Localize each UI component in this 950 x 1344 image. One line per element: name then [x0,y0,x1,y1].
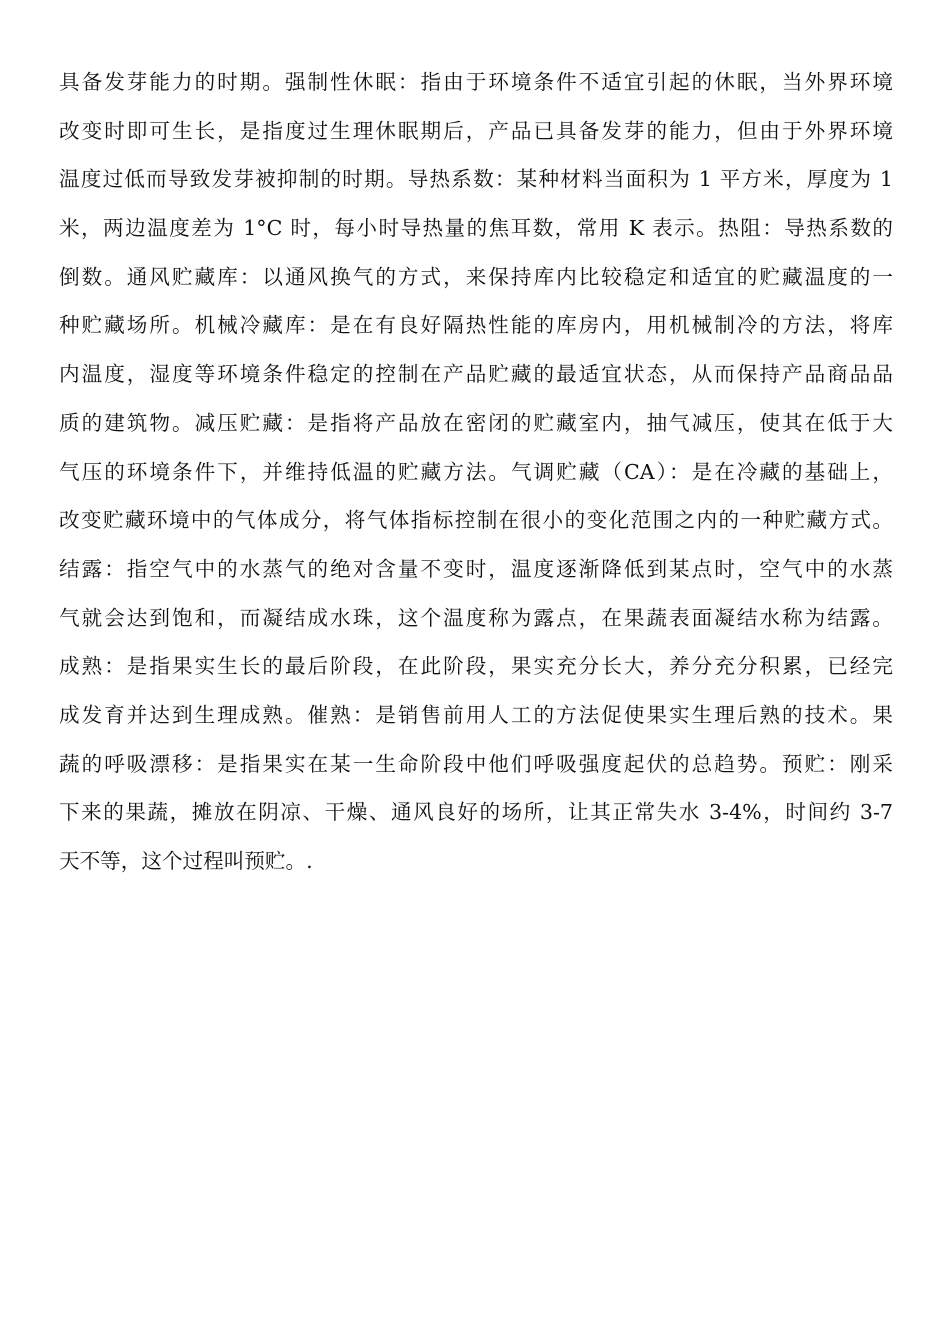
text-line: 改变贮藏环境中的气体成分，将气体指标控制在很小的变化范围之内的一种贮藏方式。 [59,508,893,533]
text-line: 温度过低而导致发芽被抑制的时期。导热系数：某种材料当面积为 1 平方米，厚度为 1 [59,167,893,192]
text-line: 质的建筑物。减压贮藏：是指将产品放在密闭的贮藏室内，抽气减压，使其在低于大 [59,410,893,435]
text-line: 蔬的呼吸漂移：是指果实在某一生命阶段中他们呼吸强度起伏的总趋势。预贮：刚采 [59,751,893,776]
text-line: 内温度，湿度等环境条件稳定的控制在产品贮藏的最适宜状态，从而保持产品商品品 [59,362,893,387]
text-line: 气就会达到饱和，而凝结成水珠，这个温度称为露点，在果蔬表面凝结水称为结露。 [59,605,893,630]
text-line: 成发育并达到生理成熟。催熟：是销售前用人工的方法促使果实生理后熟的技术。果 [59,702,893,727]
text-line-last: 天不等，这个过程叫预贮。. [59,849,313,873]
body-text [59,58,893,886]
text-line: 改变时即可生长，是指度过生理休眠期后，产品已具备发芽的能力，但由于外界环境 [59,118,893,143]
text-line: 气压的环境条件下，并维持低温的贮藏方法。气调贮藏（CA）：是在冷藏的基础上， [59,459,893,484]
text-line: 种贮藏场所。机械冷藏库：是在有良好隔热性能的库房内，用机械制冷的方法，将库 [59,313,893,338]
text-line: 具备发芽能力的时期。强制性休眠：指由于环境条件不适宜引起的休眠，当外界环境 [59,70,893,94]
text-line: 下来的果蔬，摊放在阴凉、干燥、通风良好的场所，让其正常失水 3-4%，时间约 3-7 [59,800,893,825]
text-line: 成熟：是指果实生长的最后阶段，在此阶段，果实充分长大，养分充分积累，已经完 [59,654,893,679]
text-line: 米，两边温度差为 1°C 时，每小时导热量的焦耳数，常用 K 表示。热阻：导热系数的 [59,216,893,241]
text-line: 结露：指空气中的水蒸气的绝对含量不变时，温度逐渐降低到某点时，空气中的水蒸 [59,556,893,581]
text-line: 倒数。通风贮藏库：以通风换气的方式，来保持库内比较稳定和适宜的贮藏温度的一 [59,264,893,289]
